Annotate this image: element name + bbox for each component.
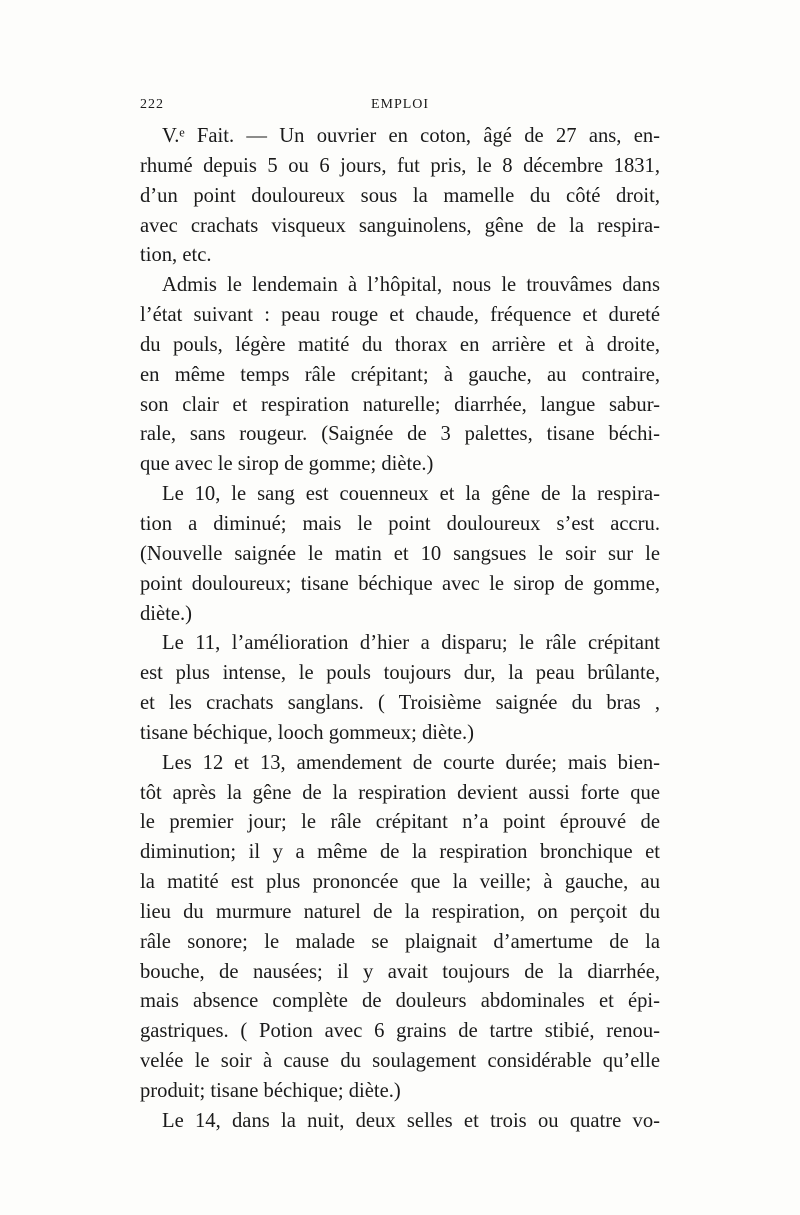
text-line: velée le soir à cause du soulagement considérable qu’elle xyxy=(140,1050,660,1073)
text-line: son clair et respiration naturelle; diarrhée, langue sabur- xyxy=(140,393,660,416)
page-header xyxy=(140,97,660,121)
text-line: tion a diminué; mais le point douloureux s’est accru. xyxy=(140,512,660,535)
text-line: Le 11, l’amélioration d’hier a disparu; le râle crépitant xyxy=(162,632,660,655)
text-line: produit; tisane béchique; diète.) xyxy=(140,1080,401,1102)
text-line: tisane béchique, looch gommeux; diète.) xyxy=(140,721,474,744)
text-line: tôt après la gêne de la respiration devient aussi forte que xyxy=(140,781,660,804)
text-line: point douloureux; tisane béchique avec le sirop de gomme, xyxy=(140,572,660,595)
text-line: gastriques. ( Potion avec 6 grains de tartre stibié, renou- xyxy=(140,1020,660,1043)
text-line: et les crachats sanglans. ( Troisième saignée du bras , xyxy=(140,692,660,715)
text-line: d’un point douloureux sous la mamelle du côté droit, xyxy=(140,184,660,207)
text-line: mais absence complète de douleurs abdominales et épi- xyxy=(140,990,660,1013)
text-line: lieu du murmure naturel de la respiration, on perçoit du xyxy=(140,900,660,923)
text-line: bouche, de nausées; il y avait toujours de la diarrhée, xyxy=(140,960,660,983)
text-line: en même temps râle crépitant; à gauche, au contraire, xyxy=(140,363,660,386)
text-line: du pouls, légère matité du thorax en arrière et à droite, xyxy=(140,333,660,356)
text-line: Les 12 et 13, amendement de courte durée; mais bien- xyxy=(162,751,660,774)
text-line: la matité est plus prononcée que la veille; à gauche, au xyxy=(140,871,660,894)
text-line: rale, sans rougeur. (Saignée de 3 palettes, tisane béchi- xyxy=(140,423,660,446)
text-line: Admis le lendemain à l’hôpital, nous le trouvâmes dans xyxy=(162,274,660,297)
text-line: l’état suivant : peau rouge et chaude, fréquence et dureté xyxy=(140,304,660,327)
text-line: (Nouvelle saignée le matin et 10 sangsues le soir sur le xyxy=(140,542,660,565)
text-line: Le 14, dans la nuit, deux selles et trois ou quatre vo- xyxy=(162,1109,660,1132)
text-line: que avec le sirop de gomme; diète.) xyxy=(140,453,434,476)
text-line: diminution; il y a même de la respiration bronchique et xyxy=(140,841,660,864)
page-number: 222 xyxy=(140,97,164,112)
text-line: râle sonore; le malade se plaignait d’amertume de la xyxy=(140,930,660,953)
text-line: Le 10, le sang est couenneux et la gêne de la respira- xyxy=(162,483,660,506)
text-line: diète.) xyxy=(140,602,193,625)
text-line: tion, etc. xyxy=(140,244,212,267)
text-line: avec crachats visqueux sanguinolens, gêne de la respira- xyxy=(140,214,660,237)
text-line: V.ᵉ Fait. — Un ouvrier en coton, âgé de 27 ans, en- xyxy=(162,125,660,147)
running-head: EMPLOI xyxy=(370,97,430,112)
body-text xyxy=(140,122,660,1137)
text-line: rhumé depuis 5 ou 6 jours, fut pris, le 8 décembre 1831, xyxy=(140,154,660,177)
text-line: est plus intense, le pouls toujours dur, la peau brûlante, xyxy=(140,662,660,685)
text-line: le premier jour; le râle crépitant n’a point éprouvé de xyxy=(140,811,660,834)
